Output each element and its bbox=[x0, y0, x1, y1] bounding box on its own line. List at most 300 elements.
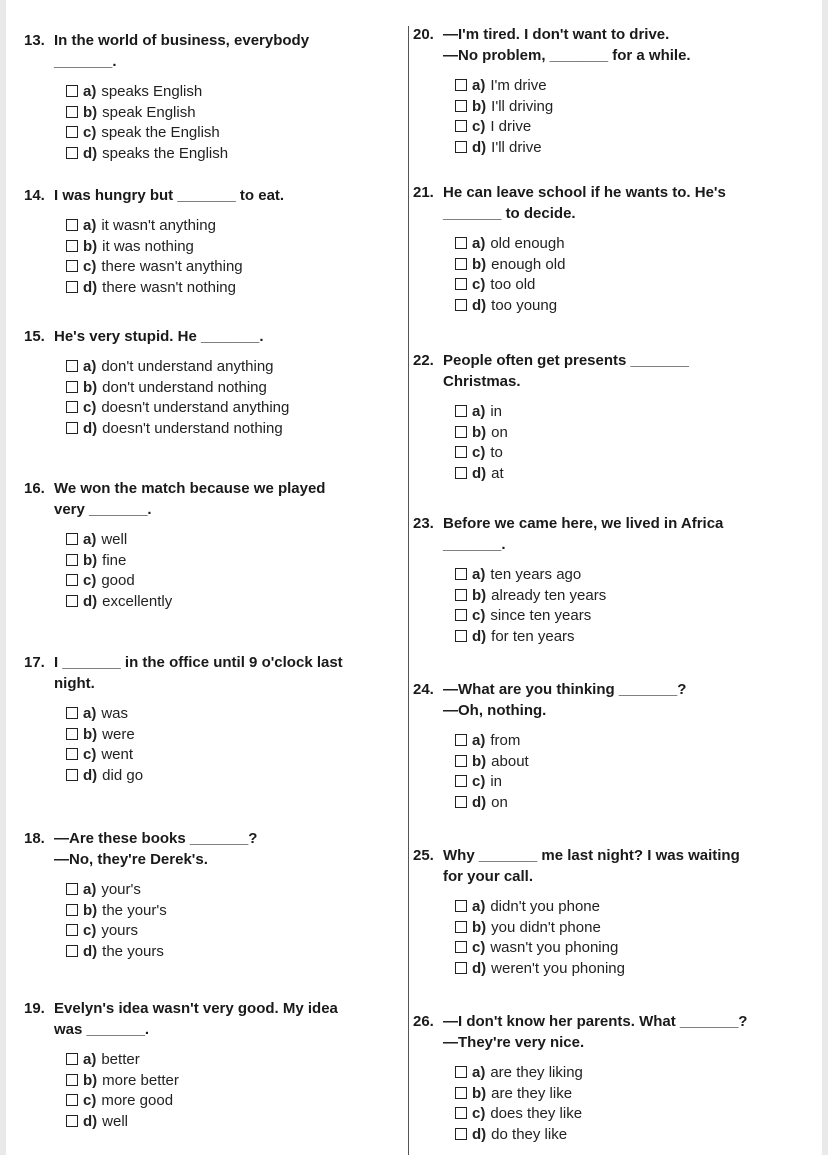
option-text: about bbox=[491, 752, 529, 770]
question-text: Why _______ me last night? I was waiting bbox=[443, 847, 740, 864]
option-text: yours bbox=[101, 922, 139, 940]
option-item[interactable] bbox=[66, 398, 289, 419]
question-text-line bbox=[413, 24, 691, 45]
checkbox[interactable] bbox=[455, 755, 467, 767]
question-text-line bbox=[413, 203, 726, 224]
checkbox[interactable] bbox=[455, 258, 467, 270]
option-letter: c) bbox=[83, 746, 97, 764]
question-text: —I'm tired. I don't want to drive. bbox=[443, 26, 670, 43]
option-letter: d) bbox=[83, 592, 98, 610]
option-letter: c) bbox=[472, 1105, 486, 1123]
question-number: 19. bbox=[24, 1000, 45, 1017]
option-item[interactable] bbox=[455, 959, 740, 980]
question-text-line bbox=[413, 371, 689, 392]
question-number: 16. bbox=[24, 480, 45, 497]
question-number: 13. bbox=[24, 32, 45, 49]
option-letter: c) bbox=[472, 939, 486, 957]
option-text: speak the English bbox=[101, 124, 220, 142]
option-item[interactable] bbox=[455, 255, 726, 276]
checkbox[interactable] bbox=[455, 1087, 467, 1099]
checkbox[interactable] bbox=[66, 360, 78, 372]
checkbox[interactable] bbox=[455, 426, 467, 438]
option-item[interactable] bbox=[455, 234, 726, 255]
option-letter: b) bbox=[472, 97, 487, 115]
option-text: more good bbox=[101, 1092, 174, 1110]
question-text: In the world of business, everybody bbox=[54, 32, 310, 49]
checkbox[interactable] bbox=[455, 1066, 467, 1078]
checkbox[interactable] bbox=[66, 883, 78, 895]
option-letter: c) bbox=[83, 1092, 97, 1110]
option-item[interactable] bbox=[455, 1063, 747, 1084]
checkbox[interactable] bbox=[66, 728, 78, 740]
option-text: didn't you phone bbox=[490, 898, 600, 915]
option-letter: d) bbox=[83, 278, 98, 296]
option-letter: b) bbox=[472, 423, 487, 441]
option-text: to bbox=[490, 444, 503, 462]
checkbox[interactable] bbox=[66, 1053, 78, 1065]
option-text: doesn't understand anything bbox=[101, 399, 290, 417]
option-letter: a) bbox=[83, 531, 97, 548]
option-letter: d) bbox=[472, 959, 487, 977]
checkbox[interactable] bbox=[66, 769, 78, 781]
question-text: We won the match because we played bbox=[54, 480, 326, 497]
option-item[interactable] bbox=[66, 901, 257, 922]
option-text: the your's bbox=[102, 901, 167, 919]
checkbox[interactable] bbox=[66, 533, 78, 545]
option-item[interactable] bbox=[455, 938, 740, 959]
question-text: —No, they're Derek's. bbox=[54, 851, 208, 868]
option-letter: c) bbox=[472, 444, 486, 462]
checkbox[interactable] bbox=[455, 446, 467, 458]
question-text-line bbox=[24, 849, 257, 870]
option-letter: c) bbox=[83, 399, 97, 417]
option-letter: c) bbox=[83, 124, 97, 142]
question-text: _______. bbox=[54, 53, 117, 70]
option-text: in bbox=[490, 773, 503, 791]
option-list bbox=[413, 1063, 747, 1145]
option-letter: c) bbox=[472, 276, 486, 294]
question-24 bbox=[413, 679, 686, 813]
option-item[interactable] bbox=[66, 942, 257, 963]
question-13 bbox=[24, 30, 309, 164]
option-text: was bbox=[101, 705, 129, 722]
option-letter: a) bbox=[472, 235, 486, 252]
option-item[interactable] bbox=[66, 237, 284, 258]
option-text: wasn't you phoning bbox=[490, 939, 619, 957]
question-text: I _______ in the office until 9 o'clock last bbox=[54, 654, 343, 671]
option-item[interactable] bbox=[455, 565, 723, 586]
question-number: 20. bbox=[413, 26, 434, 43]
option-letter: a) bbox=[83, 881, 97, 898]
option-item[interactable] bbox=[455, 731, 686, 752]
option-item[interactable] bbox=[455, 275, 726, 296]
option-item[interactable] bbox=[455, 296, 726, 317]
option-letter: a) bbox=[83, 1051, 97, 1068]
option-text: I drive bbox=[490, 118, 532, 136]
option-text: your's bbox=[101, 881, 141, 898]
option-letter: b) bbox=[83, 237, 98, 255]
checkbox[interactable] bbox=[455, 796, 467, 808]
option-text: for ten years bbox=[491, 627, 575, 645]
question-19 bbox=[24, 998, 338, 1132]
option-item[interactable] bbox=[66, 1091, 338, 1112]
checkbox[interactable] bbox=[66, 904, 78, 916]
question-text-line bbox=[24, 30, 309, 51]
option-text: at bbox=[491, 464, 504, 482]
option-text: I'm drive bbox=[490, 77, 547, 94]
option-item[interactable] bbox=[455, 423, 689, 444]
question-text: Evelyn's idea wasn't very good. My idea bbox=[54, 1000, 338, 1017]
checkbox[interactable] bbox=[66, 574, 78, 586]
question-text-line bbox=[413, 845, 740, 866]
question-text-line bbox=[24, 998, 338, 1019]
option-text: there wasn't nothing bbox=[102, 278, 236, 296]
option-list bbox=[413, 565, 723, 647]
option-letter: b) bbox=[472, 255, 487, 273]
option-letter: b) bbox=[83, 901, 98, 919]
option-letter: a) bbox=[83, 705, 97, 722]
question-number: 18. bbox=[24, 830, 45, 847]
question-number: 23. bbox=[413, 515, 434, 532]
option-item[interactable] bbox=[455, 606, 723, 627]
option-letter: c) bbox=[472, 118, 486, 136]
option-item[interactable] bbox=[455, 97, 691, 118]
option-text: speak English bbox=[102, 103, 196, 121]
question-17 bbox=[24, 652, 343, 786]
option-text: too young bbox=[491, 296, 558, 314]
option-letter: a) bbox=[472, 1064, 486, 1081]
option-item[interactable] bbox=[66, 725, 343, 746]
option-item[interactable] bbox=[455, 402, 689, 423]
column-divider bbox=[408, 26, 409, 1155]
question-text: —Oh, nothing. bbox=[443, 702, 547, 719]
option-text: I'll drive bbox=[491, 138, 542, 156]
checkbox[interactable] bbox=[455, 921, 467, 933]
question-text-line bbox=[24, 185, 284, 206]
question-text: _______ to decide. bbox=[443, 205, 576, 222]
option-text: excellently bbox=[102, 592, 173, 610]
question-number: 21. bbox=[413, 184, 434, 201]
question-text: —No problem, _______ for a while. bbox=[443, 47, 691, 64]
checkbox[interactable] bbox=[66, 1115, 78, 1127]
option-letter: d) bbox=[472, 793, 487, 811]
question-text-line bbox=[413, 182, 726, 203]
option-letter: b) bbox=[83, 725, 98, 743]
question-text-line bbox=[24, 652, 343, 673]
question-text: for your call. bbox=[443, 868, 534, 885]
option-letter: a) bbox=[472, 732, 486, 749]
question-text: Christmas. bbox=[443, 373, 521, 390]
checkbox[interactable] bbox=[455, 100, 467, 112]
checkbox[interactable] bbox=[66, 106, 78, 118]
question-text: —What are you thinking _______? bbox=[443, 681, 687, 698]
checkbox[interactable] bbox=[66, 85, 78, 97]
checkbox[interactable] bbox=[455, 405, 467, 417]
option-text: don't understand nothing bbox=[102, 378, 267, 396]
question-text-line bbox=[413, 679, 686, 700]
option-letter: c) bbox=[472, 607, 486, 625]
option-list bbox=[24, 216, 284, 298]
option-text: the yours bbox=[102, 942, 164, 960]
option-text: too old bbox=[490, 276, 536, 294]
checkbox[interactable] bbox=[455, 141, 467, 153]
question-text: People often get presents _______ bbox=[443, 352, 689, 369]
option-item[interactable] bbox=[455, 897, 740, 918]
checkbox[interactable] bbox=[66, 219, 78, 231]
question-number: 15. bbox=[24, 328, 45, 345]
question-text: He's very stupid. He _______. bbox=[54, 328, 264, 345]
option-letter: d) bbox=[83, 1112, 98, 1130]
option-item[interactable] bbox=[455, 464, 689, 485]
question-text-line bbox=[24, 828, 257, 849]
option-item[interactable] bbox=[66, 144, 309, 165]
checkbox[interactable] bbox=[66, 381, 78, 393]
question-text-line bbox=[413, 45, 691, 66]
option-text: enough old bbox=[491, 255, 566, 273]
checkbox[interactable] bbox=[66, 1094, 78, 1106]
checkbox[interactable] bbox=[66, 260, 78, 272]
option-text: on bbox=[491, 793, 508, 811]
checkbox[interactable] bbox=[455, 589, 467, 601]
question-20 bbox=[413, 24, 691, 158]
option-letter: b) bbox=[83, 378, 98, 396]
option-item[interactable] bbox=[66, 551, 325, 572]
checkbox[interactable] bbox=[66, 126, 78, 138]
left-edge-strip bbox=[0, 0, 6, 1155]
option-text: did go bbox=[102, 766, 144, 784]
option-text: speaks English bbox=[101, 83, 203, 100]
option-letter: d) bbox=[472, 138, 487, 156]
question-number: 26. bbox=[413, 1013, 434, 1030]
option-list bbox=[413, 897, 740, 979]
question-text: night. bbox=[54, 675, 95, 692]
option-item[interactable] bbox=[455, 117, 691, 138]
option-text: fine bbox=[102, 551, 127, 569]
option-item[interactable] bbox=[66, 530, 325, 551]
question-text-line bbox=[413, 866, 740, 887]
checkbox[interactable] bbox=[455, 120, 467, 132]
checkbox[interactable] bbox=[455, 568, 467, 580]
checkbox[interactable] bbox=[455, 900, 467, 912]
option-letter: d) bbox=[83, 144, 98, 162]
option-letter: c) bbox=[83, 922, 97, 940]
option-text: do they like bbox=[491, 1125, 568, 1143]
checkbox[interactable] bbox=[455, 467, 467, 479]
option-item[interactable] bbox=[66, 571, 325, 592]
question-text: —They're very nice. bbox=[443, 1034, 585, 1051]
option-letter: c) bbox=[472, 773, 486, 791]
option-item[interactable] bbox=[66, 1112, 338, 1133]
option-item[interactable] bbox=[66, 1050, 338, 1071]
checkbox[interactable] bbox=[455, 941, 467, 953]
option-text: doesn't understand nothing bbox=[102, 419, 283, 437]
option-text: it wasn't anything bbox=[101, 217, 216, 234]
question-14 bbox=[24, 185, 284, 298]
option-letter: b) bbox=[472, 918, 487, 936]
checkbox[interactable] bbox=[66, 281, 78, 293]
checkbox[interactable] bbox=[455, 609, 467, 621]
checkbox[interactable] bbox=[66, 147, 78, 159]
option-item[interactable] bbox=[455, 752, 686, 773]
checkbox[interactable] bbox=[455, 278, 467, 290]
question-18 bbox=[24, 828, 257, 962]
option-text: already ten years bbox=[491, 586, 607, 604]
question-text-line bbox=[413, 1011, 747, 1032]
option-item[interactable] bbox=[66, 257, 284, 278]
option-item[interactable] bbox=[66, 592, 325, 613]
option-letter: d) bbox=[472, 1125, 487, 1143]
option-text: good bbox=[101, 572, 135, 590]
option-item[interactable] bbox=[66, 704, 343, 725]
option-list bbox=[24, 357, 289, 439]
checkbox[interactable] bbox=[66, 945, 78, 957]
option-text: on bbox=[491, 423, 508, 441]
option-item[interactable] bbox=[66, 123, 309, 144]
question-23 bbox=[413, 513, 723, 647]
question-25 bbox=[413, 845, 740, 979]
option-letter: a) bbox=[83, 358, 97, 375]
checkbox[interactable] bbox=[455, 299, 467, 311]
checkbox[interactable] bbox=[66, 748, 78, 760]
question-text: very _______. bbox=[54, 501, 152, 518]
option-letter: d) bbox=[83, 766, 98, 784]
option-text: are they like bbox=[491, 1084, 573, 1102]
option-list bbox=[413, 76, 691, 158]
option-letter: d) bbox=[472, 627, 487, 645]
option-letter: a) bbox=[83, 217, 97, 234]
question-text: He can leave school if he wants to. He's bbox=[443, 184, 726, 201]
option-list bbox=[24, 1050, 338, 1132]
option-text: better bbox=[101, 1051, 140, 1068]
option-item[interactable] bbox=[455, 1084, 747, 1105]
option-text: well bbox=[101, 531, 128, 548]
question-number: 17. bbox=[24, 654, 45, 671]
option-letter: d) bbox=[472, 296, 487, 314]
option-item[interactable] bbox=[455, 793, 686, 814]
option-item[interactable] bbox=[455, 138, 691, 159]
option-letter: b) bbox=[472, 586, 487, 604]
option-item[interactable] bbox=[455, 443, 689, 464]
question-22 bbox=[413, 350, 689, 484]
checkbox[interactable] bbox=[66, 554, 78, 566]
checkbox[interactable] bbox=[455, 734, 467, 746]
option-item[interactable] bbox=[66, 216, 284, 237]
option-item[interactable] bbox=[66, 378, 289, 399]
option-letter: a) bbox=[472, 403, 486, 420]
option-letter: d) bbox=[83, 419, 98, 437]
option-item[interactable] bbox=[455, 918, 740, 939]
option-item[interactable] bbox=[66, 1071, 338, 1092]
option-text: weren't you phoning bbox=[491, 959, 625, 977]
question-text: _______. bbox=[443, 536, 506, 553]
option-item[interactable] bbox=[455, 586, 723, 607]
question-16 bbox=[24, 478, 325, 612]
option-item[interactable] bbox=[455, 772, 686, 793]
option-text: are they liking bbox=[490, 1064, 583, 1081]
option-text: since ten years bbox=[490, 607, 592, 625]
question-15 bbox=[24, 326, 289, 439]
question-text: —I don't know her parents. What _______? bbox=[443, 1013, 748, 1030]
checkbox[interactable] bbox=[66, 422, 78, 434]
option-text: from bbox=[490, 732, 521, 749]
question-text-line bbox=[413, 700, 686, 721]
option-text: ten years ago bbox=[490, 566, 582, 583]
option-letter: b) bbox=[83, 103, 98, 121]
option-item[interactable] bbox=[66, 745, 343, 766]
checkbox[interactable] bbox=[455, 79, 467, 91]
checkbox[interactable] bbox=[66, 1074, 78, 1086]
option-item[interactable] bbox=[455, 1104, 747, 1125]
option-letter: b) bbox=[472, 1084, 487, 1102]
option-text: went bbox=[101, 746, 134, 764]
option-item[interactable] bbox=[66, 103, 309, 124]
option-list bbox=[24, 704, 343, 786]
checkbox[interactable] bbox=[455, 1128, 467, 1140]
option-item[interactable] bbox=[455, 76, 691, 97]
option-letter: b) bbox=[83, 1071, 98, 1089]
option-item[interactable] bbox=[455, 627, 723, 648]
option-item[interactable] bbox=[66, 419, 289, 440]
question-text-line bbox=[413, 513, 723, 534]
option-letter: a) bbox=[83, 83, 97, 100]
option-letter: d) bbox=[472, 464, 487, 482]
option-letter: a) bbox=[472, 898, 486, 915]
checkbox[interactable] bbox=[455, 775, 467, 787]
option-letter: d) bbox=[83, 942, 98, 960]
checkbox[interactable] bbox=[455, 1107, 467, 1119]
option-text: it was nothing bbox=[102, 237, 194, 255]
option-item[interactable] bbox=[66, 82, 309, 103]
option-list bbox=[413, 234, 726, 316]
question-text: was _______. bbox=[54, 1021, 150, 1038]
checkbox[interactable] bbox=[66, 401, 78, 413]
question-text-line bbox=[24, 1019, 338, 1040]
option-letter: c) bbox=[83, 258, 97, 276]
option-item[interactable] bbox=[66, 357, 289, 378]
option-text: more better bbox=[102, 1071, 179, 1089]
option-text: don't understand anything bbox=[101, 358, 274, 375]
right-edge-strip bbox=[822, 0, 828, 1155]
question-text-line bbox=[413, 1032, 747, 1053]
option-item[interactable] bbox=[66, 921, 257, 942]
option-letter: c) bbox=[83, 572, 97, 590]
checkbox[interactable] bbox=[66, 707, 78, 719]
option-text: well bbox=[102, 1112, 129, 1130]
question-number: 25. bbox=[413, 847, 434, 864]
checkbox[interactable] bbox=[66, 595, 78, 607]
checkbox[interactable] bbox=[455, 630, 467, 642]
question-text-line bbox=[413, 534, 723, 555]
option-letter: a) bbox=[472, 566, 486, 583]
checkbox[interactable] bbox=[66, 924, 78, 936]
option-item[interactable] bbox=[66, 880, 257, 901]
question-text-line bbox=[24, 499, 325, 520]
option-letter: b) bbox=[472, 752, 487, 770]
question-number: 24. bbox=[413, 681, 434, 698]
question-text-line bbox=[24, 478, 325, 499]
checkbox[interactable] bbox=[66, 240, 78, 252]
checkbox[interactable] bbox=[455, 237, 467, 249]
option-item[interactable] bbox=[455, 1125, 747, 1146]
option-list bbox=[24, 880, 257, 962]
option-item[interactable] bbox=[66, 766, 343, 787]
question-21 bbox=[413, 182, 726, 316]
question-text-line bbox=[24, 673, 343, 694]
option-list bbox=[413, 402, 689, 484]
option-text: I'll driving bbox=[491, 97, 554, 115]
checkbox[interactable] bbox=[455, 962, 467, 974]
option-item[interactable] bbox=[66, 278, 284, 299]
